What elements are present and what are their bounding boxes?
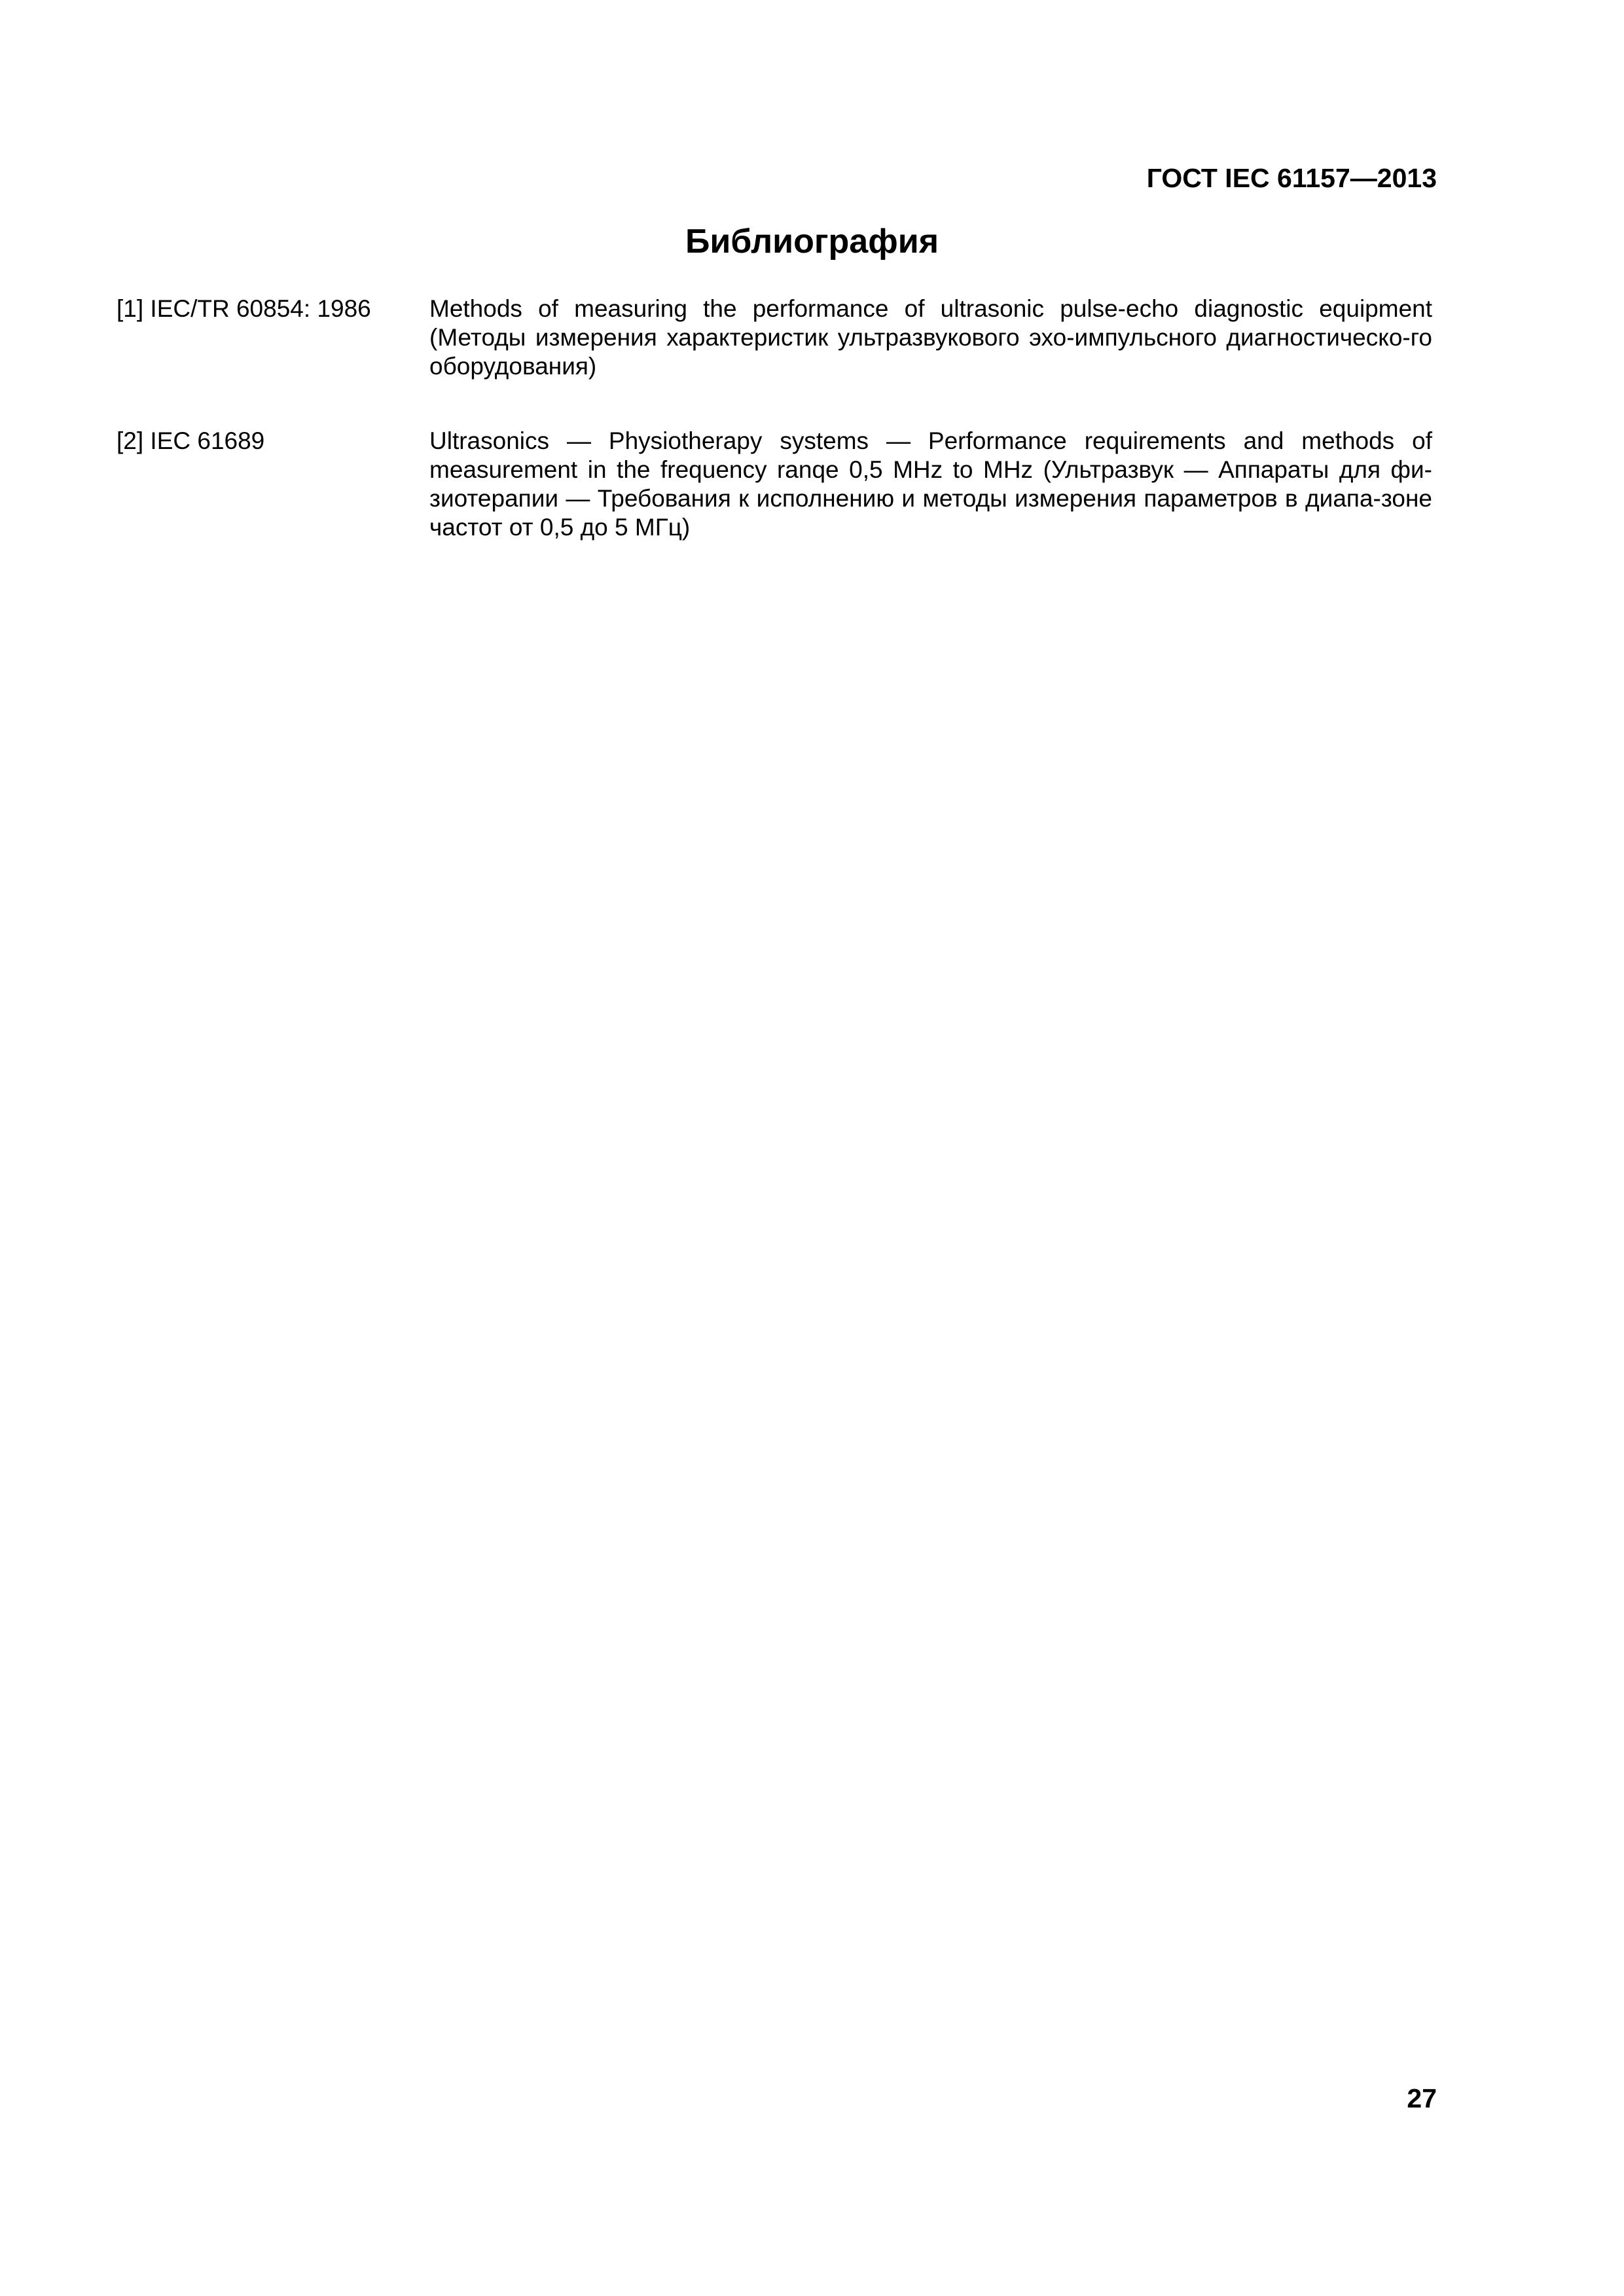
bibliography-description: Methods of measuring the performance of ultrasonic pulse-echo diagnostic equipment (Методы измерения характеристик ультразвукового эхо-импульсного диагностическо-го оборудования) <box>429 295 1432 380</box>
bibliography-entry <box>117 427 1432 542</box>
bibliography-description: Ultrasonics — Physiotherapy systems — Performance requirements and methods of measurement in the frequency ranqe 0,5 MHz to MHz (Ультразвук — Аппараты для фи-зиотерапии — Требования к исполнению и методы измерения параметров в диапа-зоне частот от 0,5 до 5 МГц) <box>429 427 1432 541</box>
section-title: Библиография <box>685 223 939 260</box>
bibliography-reference: [1] IEC/TR 60854: 1986 <box>117 295 371 322</box>
bibliography-list <box>117 295 1432 588</box>
page-number: 27 <box>1407 2083 1437 2113</box>
bibliography-entry <box>117 295 1432 381</box>
document-code: ГОСТ IEC 61157—2013 <box>1146 163 1437 193</box>
bibliography-reference: [2] IEC 61689 <box>117 427 265 454</box>
